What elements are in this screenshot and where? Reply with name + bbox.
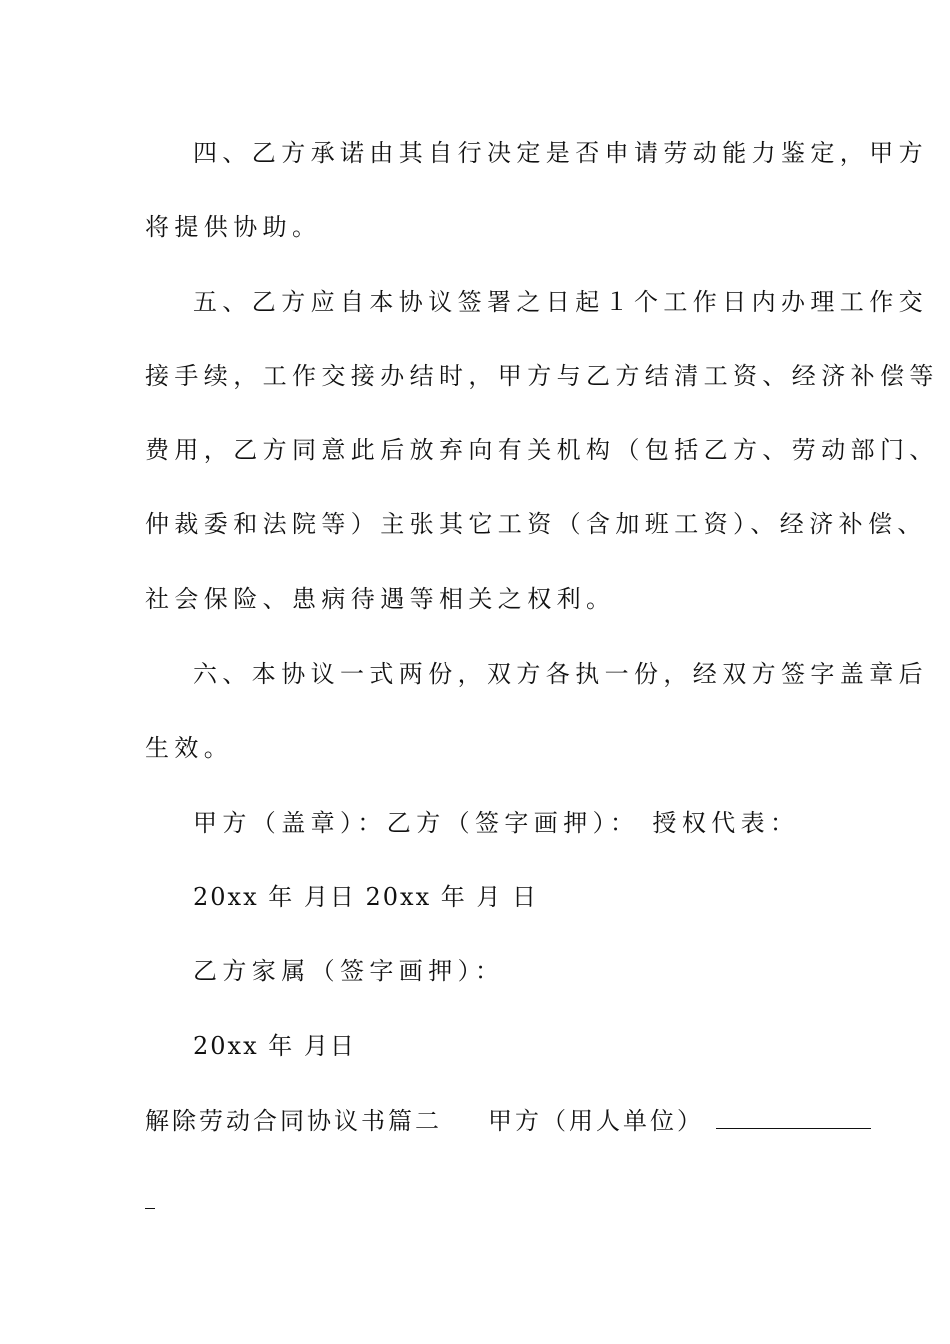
clause-5-line-5: 社会保险、患病待遇等相关之权利。	[145, 585, 616, 613]
clause-5-line-2: 接手续，工作交接办结时，甲方与乙方结清工资、经济补偿等	[145, 362, 939, 390]
next-section-line	[145, 1106, 871, 1136]
signature-date-line-1: 20xx 年 月日 20xx 年 月 日	[193, 883, 538, 911]
next-section-title: 解除劳动合同协议书篇二	[145, 1107, 442, 1135]
clause-5-line-3: 费用，乙方同意此后放弃向有关机构（包括乙方、劳动部门、	[145, 436, 939, 464]
clause-4-line-1: 四、乙方承诺由其自行决定是否申请劳动能力鉴定，甲方	[193, 139, 928, 167]
fill-in-blank-continuation	[145, 1208, 155, 1209]
signature-parties-line: 甲方（盖章）：乙方（签字画押）： 授权代表：	[193, 809, 800, 837]
fill-in-blank-line	[716, 1108, 871, 1129]
clause-5-line-4: 仲裁委和法院等）主张其它工资（含加班工资）、经济补偿、	[145, 510, 927, 538]
clause-5-line-1: 五、乙方应自本协议签署之日起１个工作日内办理工作交	[193, 288, 928, 316]
clause-4-line-2: 将提供协助。	[145, 213, 322, 241]
signature-date-line-2: 20xx 年 月日	[193, 1032, 356, 1060]
clause-6-line-2: 生效。	[145, 734, 234, 762]
party-a-label: 甲方（用人单位）	[488, 1107, 704, 1135]
clause-6-line-1: 六、本协议一式两份，双方各执一份，经双方签字盖章后	[193, 660, 928, 688]
family-signature-line: 乙方家属（签字画押）：	[193, 957, 505, 985]
